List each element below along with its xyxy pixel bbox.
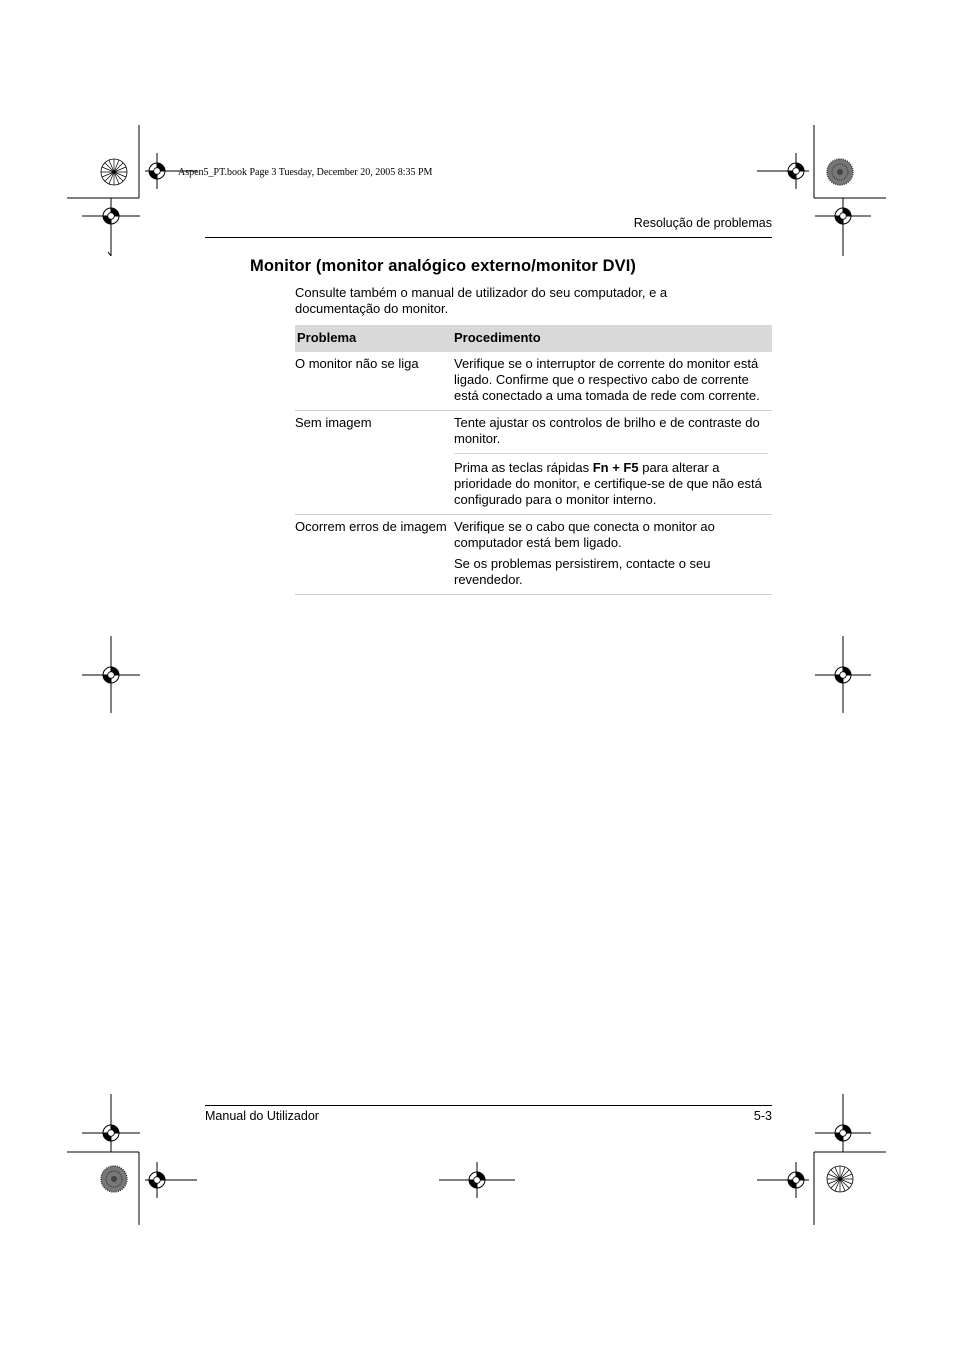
- footer-manual-title: Manual do Utilizador: [205, 1109, 319, 1123]
- troubleshooting-table: [295, 325, 772, 595]
- procedure-step: Prima as teclas rápidas Fn + F5 para alterar a prioridade do monitor, e certifique-se de que não está configurado para o monitor interno.: [454, 460, 762, 507]
- header-rule: [205, 237, 772, 238]
- table-header-row: [295, 325, 772, 352]
- hotkey-text: Fn + F5: [592, 460, 639, 475]
- column-header-problem: Problema: [295, 325, 454, 352]
- print-info-slug: Aspen5_PT.book Page 3 Tuesday, December 20, 2005 8:35 PM: [178, 167, 433, 178]
- footer-page-number: 5-3: [753, 1109, 772, 1123]
- procedure-step: Se os problemas persistirem, contacte o seu revendedor.: [454, 556, 711, 587]
- column-header-procedure: Procedimento: [454, 325, 772, 352]
- procedure-step: Verifique se o cabo que conecta o monitor ao computador está bem ligado.: [454, 519, 715, 550]
- problem-cell: O monitor não se liga: [295, 352, 454, 411]
- procedure-cell: Verifique se o interruptor de corrente do monitor está ligado. Confirme que o respectivo cabo de corrente está conectado a uma tomada de rede com corrente.: [454, 352, 772, 411]
- table-row: [295, 515, 772, 595]
- procedure-cell: [454, 515, 772, 595]
- problem-cell: Ocorrem erros de imagem: [295, 515, 454, 595]
- section-title: Monitor (monitor analógico externo/monitor DVI): [250, 257, 637, 275]
- intro-paragraph: Consulte também o manual de utilizador do seu computador, e a documentação do monitor.: [295, 285, 668, 316]
- procedure-cell: [454, 411, 772, 515]
- table-row: [295, 352, 772, 411]
- running-header: Resolução de problemas: [633, 216, 772, 230]
- table-row: [295, 411, 772, 515]
- procedure-step: Tente ajustar os controlos de brilho e de contraste do monitor.: [454, 415, 768, 454]
- problem-cell: Sem imagem: [295, 411, 454, 515]
- footer-rule: [205, 1105, 772, 1106]
